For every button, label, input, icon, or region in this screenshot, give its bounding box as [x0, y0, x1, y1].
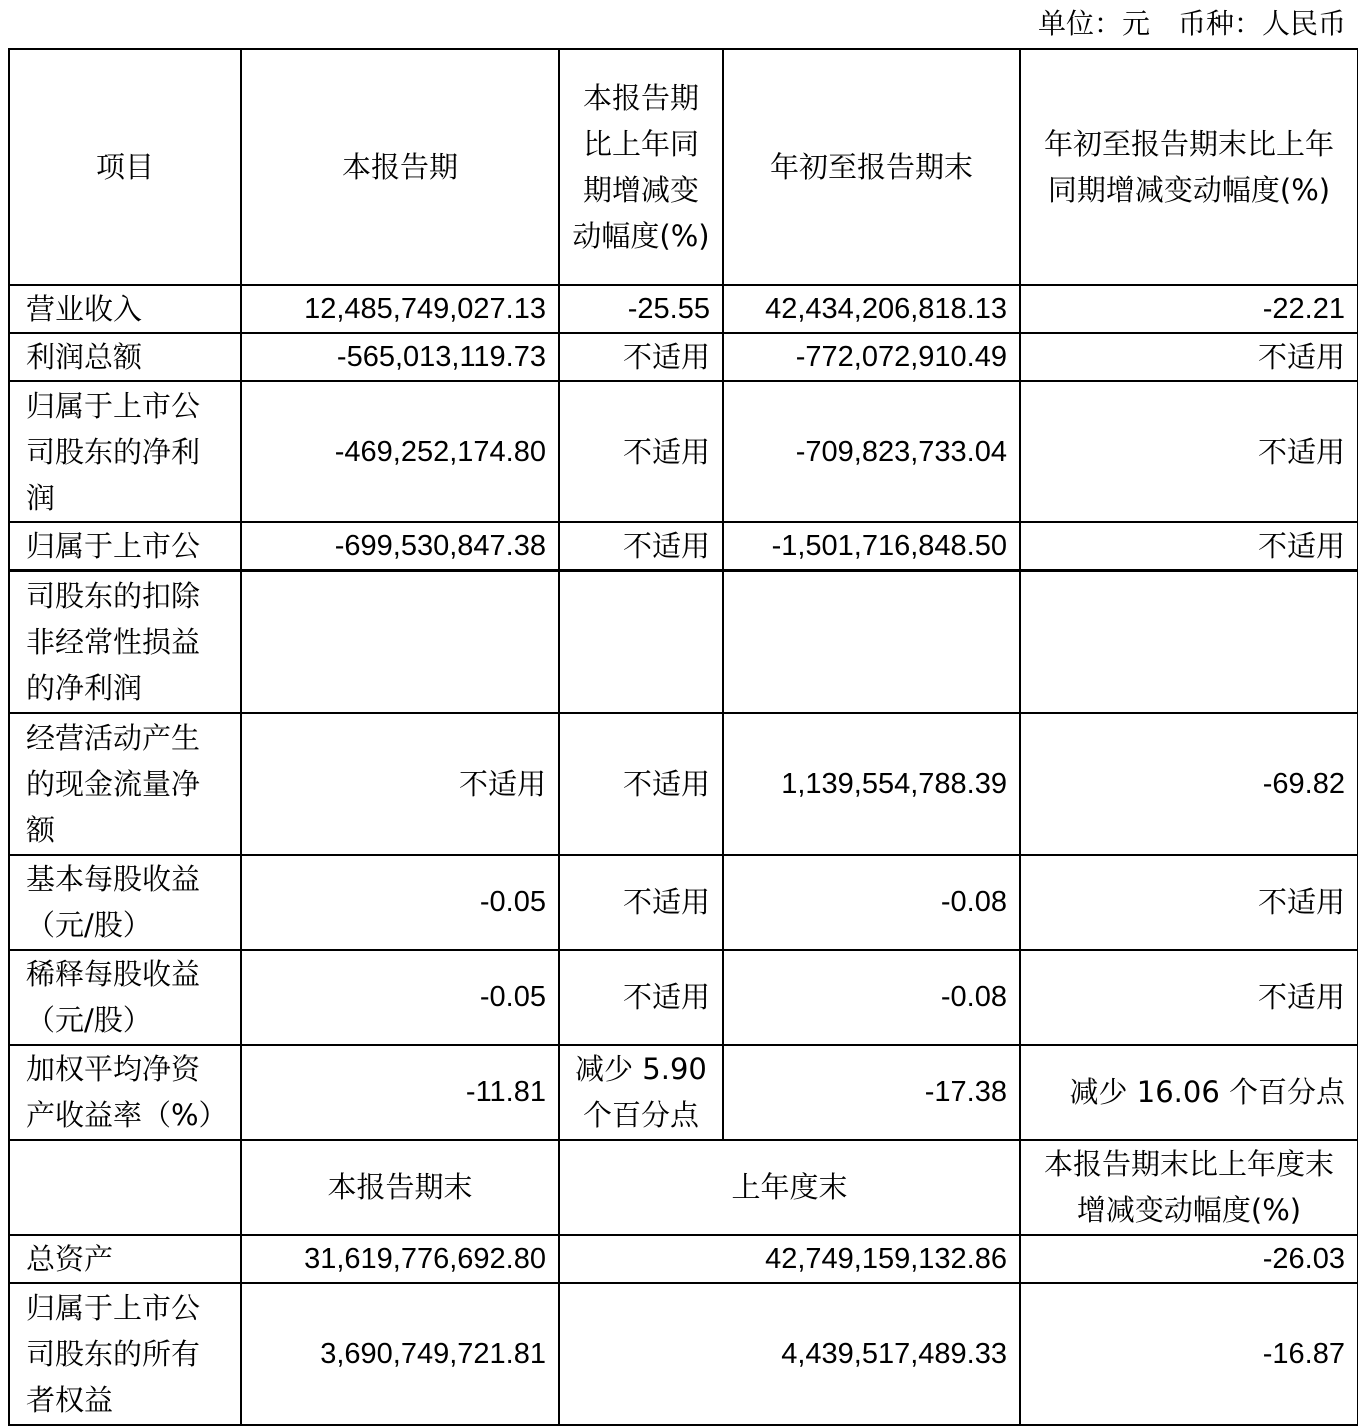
- cell-value: 不适用: [559, 333, 723, 381]
- row-label: 归属于上市公: [9, 522, 241, 571]
- cell-value: [1020, 571, 1358, 713]
- cell-value: 4,439,517,489.33: [559, 1283, 1020, 1425]
- cell-value: 不适用: [1020, 855, 1358, 950]
- cell-value: 1,139,554,788.39: [723, 713, 1020, 855]
- table-row: [9, 381, 1358, 522]
- table-row: [9, 571, 1358, 713]
- cell-value: 不适用: [1020, 333, 1358, 381]
- cell-value: -22.21: [1020, 285, 1358, 333]
- cell-value: -69.82: [1020, 713, 1358, 855]
- cell-value: 31,619,776,692.80: [241, 1235, 559, 1283]
- row-label: 基本每股收益（元/股）: [9, 855, 241, 950]
- cell-value: 42,434,206,818.13: [723, 285, 1020, 333]
- row-label: 归属于上市公司股东的所有者权益: [9, 1283, 241, 1425]
- cell-value: 3,690,749,721.81: [241, 1283, 559, 1425]
- cell-value: -699,530,847.38: [241, 522, 559, 571]
- cell-value: -0.05: [241, 855, 559, 950]
- cell-value: 减少 5.90 个百分点: [559, 1045, 723, 1140]
- cell-value: 不适用: [559, 381, 723, 522]
- row-label: 稀释每股收益（元/股）: [9, 950, 241, 1045]
- table-row: [9, 950, 1358, 1045]
- cell-value: 42,749,159,132.86: [559, 1235, 1020, 1283]
- row-label: 营业收入: [9, 285, 241, 333]
- balance-header-item: [9, 1140, 241, 1235]
- cell-value: -0.08: [723, 855, 1020, 950]
- cell-value: -17.38: [723, 1045, 1020, 1140]
- row-label: 利润总额: [9, 333, 241, 381]
- balance-header-row: [9, 1140, 1358, 1235]
- cell-value: [241, 571, 559, 713]
- cell-value: 不适用: [1020, 381, 1358, 522]
- cell-value: -709,823,733.04: [723, 381, 1020, 522]
- cell-value: [723, 571, 1020, 713]
- balance-header-period-end: 本报告期末: [241, 1140, 559, 1235]
- cell-value: 不适用: [559, 522, 723, 571]
- cell-value: -11.81: [241, 1045, 559, 1140]
- cell-value: -0.05: [241, 950, 559, 1045]
- header-ytd-change: 年初至报告期末比上年同期增减变动幅度(%): [1020, 49, 1358, 285]
- cell-value: 不适用: [559, 713, 723, 855]
- cell-value: [559, 571, 723, 713]
- table-header-row: [9, 49, 1358, 285]
- cell-value: -26.03: [1020, 1235, 1358, 1283]
- header-item: 项目: [9, 49, 241, 285]
- row-label: 总资产: [9, 1235, 241, 1283]
- table-row: [9, 522, 1358, 571]
- cell-value: 12,485,749,027.13: [241, 285, 559, 333]
- unit-currency-note: 单位：元 币种：人民币: [1037, 7, 1346, 40]
- financial-data-table: [8, 48, 1358, 1426]
- table-row: [9, 1045, 1358, 1140]
- table-row: [9, 713, 1358, 855]
- table-row: [9, 1235, 1358, 1283]
- cell-value: 不适用: [1020, 522, 1358, 571]
- table-row: [9, 1283, 1358, 1425]
- cell-value: -16.87: [1020, 1283, 1358, 1425]
- balance-header-change: 本报告期末比上年度末增减变动幅度(%): [1020, 1140, 1358, 1235]
- cell-value: -1,501,716,848.50: [723, 522, 1020, 571]
- row-label: 经营活动产生的现金流量净额: [9, 713, 241, 855]
- cell-value: -0.08: [723, 950, 1020, 1045]
- balance-header-prior-year-end: 上年度末: [559, 1140, 1020, 1235]
- table-row: [9, 285, 1358, 333]
- row-label: 加权平均净资产收益率（%）: [9, 1045, 241, 1140]
- cell-value: 减少 16.06 个百分点: [1020, 1045, 1358, 1140]
- cell-value: -469,252,174.80: [241, 381, 559, 522]
- cell-value: 不适用: [1020, 950, 1358, 1045]
- cell-value: 不适用: [559, 950, 723, 1045]
- table-row: [9, 333, 1358, 381]
- header-current-period: 本报告期: [241, 49, 559, 285]
- cell-value: 不适用: [241, 713, 559, 855]
- header-ytd: 年初至报告期末: [723, 49, 1020, 285]
- cell-value: -25.55: [559, 285, 723, 333]
- row-label: 司股东的扣除非经常性损益的净利润: [9, 571, 241, 713]
- header-current-change: 本报告期比上年同期增减变动幅度(%): [559, 49, 723, 285]
- cell-value: -772,072,910.49: [723, 333, 1020, 381]
- row-label: 归属于上市公司股东的净利润: [9, 381, 241, 522]
- cell-value: 不适用: [559, 855, 723, 950]
- table-row: [9, 855, 1358, 950]
- cell-value: -565,013,119.73: [241, 333, 559, 381]
